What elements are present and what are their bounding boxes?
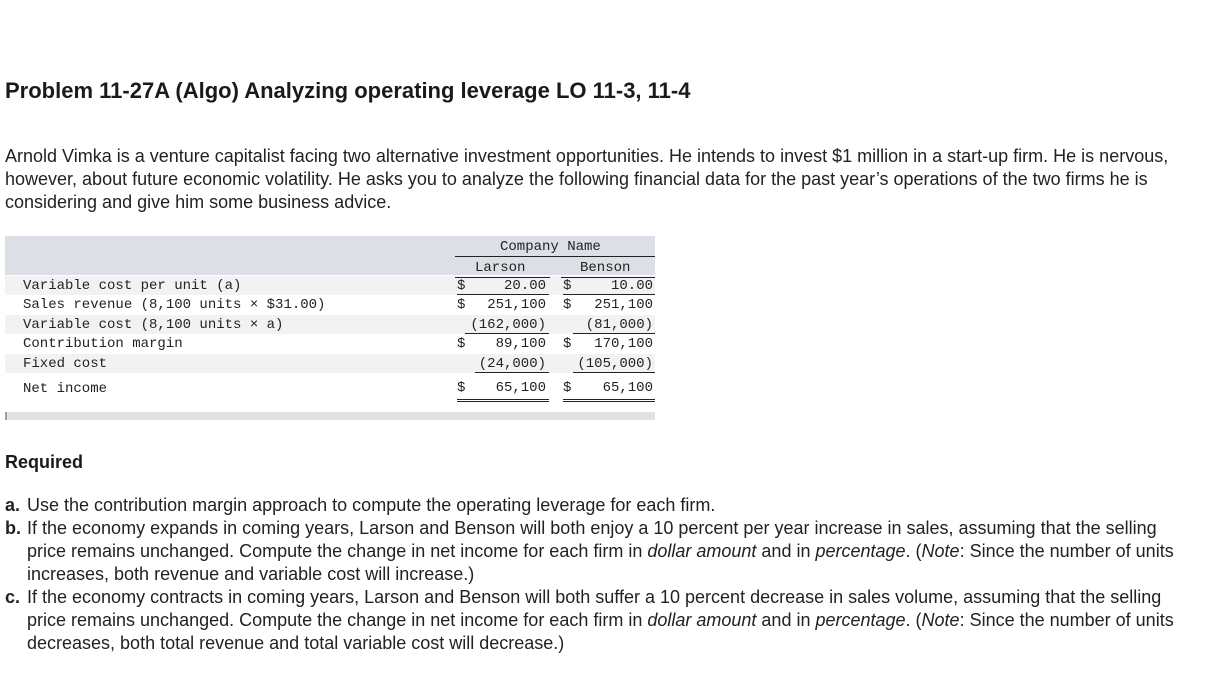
financial-data-table [5,236,655,421]
row-underline [573,372,655,373]
item-text: and in [756,610,816,630]
total-double-underline [563,399,655,402]
row-label-net-income: Net income [23,381,108,397]
item-text: . ( [905,610,922,630]
item-note-text: : Since the number of units increases, both revenue and variable cost will increase.) [27,541,1174,584]
larson-variable-cost-per-unit: 20.00 [503,278,546,294]
item-emphasis: dollar amount [647,541,757,561]
table-footer-band [5,412,655,420]
larson-variable-cost: (162,000) [470,317,546,333]
row-underline [563,294,655,295]
row-label-variable-cost-per-unit: Variable cost per unit (a) [23,278,242,294]
larson-fixed-cost: (24,000) [478,356,546,372]
item-emphasis: percentage [815,610,906,630]
item-letter: c. [5,587,21,607]
benson-variable-cost: (81,000) [585,317,653,333]
list-item [5,586,1200,655]
row-label-variable-cost: Variable cost (8,100 units × a) [23,317,284,333]
row-underline [465,333,549,334]
larson-contribution-margin: 89,100 [495,336,546,352]
item-note-label: Note [921,610,960,630]
benson-dollar-sign: $ [563,278,572,294]
larson-dollar-sign: $ [457,380,466,396]
item-emphasis: percentage [815,541,906,561]
required-list [5,494,1200,655]
benson-variable-cost-per-unit: 10.00 [610,278,653,294]
benson-dollar-sign: $ [563,297,572,313]
row-underline [475,372,549,373]
total-double-underline [457,399,549,402]
larson-net-income: 65,100 [495,380,546,396]
row-label-sales-revenue: Sales revenue (8,100 units × $31.00) [23,297,326,313]
item-note-label: Note [921,541,960,561]
column-header-larson: Larson [475,260,526,276]
benson-dollar-sign: $ [563,336,572,352]
table-footer-edge [5,412,7,420]
header-rule [455,256,655,257]
row-label-contribution-margin: Contribution margin [23,336,183,352]
item-text: If the economy contracts in coming years, Larson and Benson will both suffer a 10 percent decrease in sales volume, assuming that the selling price remains unchanged. Compute the change in net income for each firm in [27,587,1162,630]
required-heading: Required [5,452,84,472]
list-item [5,517,1200,586]
item-emphasis: dollar amount [647,610,757,630]
benson-fixed-cost: (105,000) [577,356,653,372]
problem-title: Problem 11-27A (Algo) Analyzing operating leverage LO 11-3, 11-4 [5,78,691,103]
item-letter: a. [5,495,21,515]
list-item [5,494,1200,517]
larson-dollar-sign: $ [457,336,466,352]
problem-intro: Arnold Vimka is a venture capitalist facing two alternative investment opportunities. He intends to invest $1 million in a start-up firm. He is nervous, however, about future economic volatility. He asks you to analyze the following financial data for the past year’s operations of the two firms he is considering and give him some business advice. [5,146,1169,212]
larson-sales-revenue: 251,100 [487,297,546,313]
item-text: and in [756,541,816,561]
benson-sales-revenue: 251,100 [594,297,653,313]
row-underline [457,294,549,295]
item-note-text: : Since the number of units decreases, both total revenue and total variable cost will decrease.) [27,610,1174,653]
item-text: If the economy expands in coming years, Larson and Benson will both enjoy a 10 percent per year increase in sales, assuming that the selling price remains unchanged. Compute the change in net income for each firm in [27,518,1157,561]
benson-contribution-margin: 170,100 [594,336,653,352]
item-text: . ( [905,541,922,561]
item-text: Use the contribution margin approach to compute the operating leverage for each firm. [27,495,716,515]
column-header-benson: Benson [580,260,631,276]
row-label-fixed-cost: Fixed cost [23,356,108,372]
item-letter: b. [5,518,21,538]
benson-net-income: 65,100 [602,380,653,396]
benson-dollar-sign: $ [563,380,572,396]
larson-dollar-sign: $ [457,278,466,294]
row-underline [573,333,655,334]
larson-dollar-sign: $ [457,297,466,313]
company-name-header: Company Name [500,239,601,255]
